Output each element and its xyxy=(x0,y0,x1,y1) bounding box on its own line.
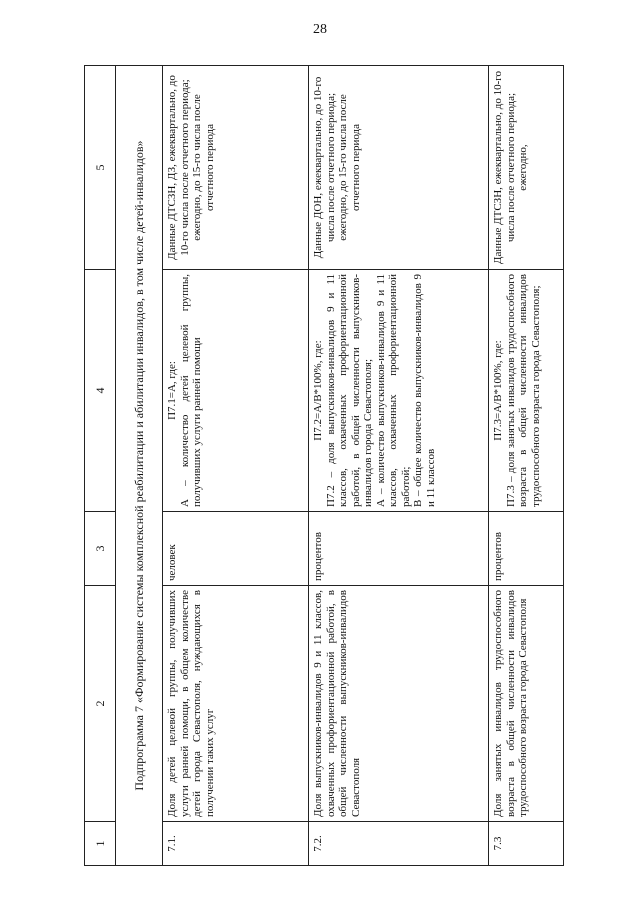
formula-cell xyxy=(309,270,489,512)
section-title: Подпрограмма 7 «Формирование системы комплексной реабилитации и абилитации инвалидов, в том числе детей-инвалидов» xyxy=(116,66,163,866)
row-number: 7.2. xyxy=(309,822,489,866)
column-header: 4 xyxy=(85,270,116,512)
data-source: Данные ДОН, ежеквартально, до 10-го числа после отчетного периода; ежегодно, до 15-го числа после отчетного периода xyxy=(309,66,489,270)
section-title-row xyxy=(116,66,163,866)
column-header: 2 xyxy=(85,586,116,822)
table-row xyxy=(489,66,564,866)
formula-body: А – количество детей целевой группы, получивших услуги ранней помощи xyxy=(178,274,203,507)
indicator-name: Доля выпускников-инвалидов 9 и 11 классов, охваченных профориентационной работой, в общей численности выпускников-инвалидов Севастополя xyxy=(309,586,489,822)
column-header: 3 xyxy=(85,512,116,586)
page-number: 28 xyxy=(313,22,327,37)
data-source: Данные ДТСЗН, ежеквартально, до 10-го числа после отчетного периода; ежегодно, xyxy=(489,66,564,270)
formula-cell xyxy=(163,270,309,512)
formula-body: П7.3 – доля занятых инвалидов трудоспособного возраста в общей численности инвалидов трудоспособного возраста города Севастополя; xyxy=(504,274,542,507)
indicator-name: Доля детей целевой группы, получивших услуги ранней помощи, в общем количестве детей города Севастополя, нуждающихся в получении таких услуг xyxy=(163,586,309,822)
formula-title: П7.2=А/В*100%, где: xyxy=(312,340,324,441)
formula-cell xyxy=(489,270,564,512)
unit-cell: процентов xyxy=(309,512,489,586)
indicators-table xyxy=(84,65,564,866)
column-header: 5 xyxy=(85,66,116,270)
column-number-row xyxy=(85,66,116,866)
row-number: 7.3 xyxy=(489,822,564,866)
unit-cell: процентов xyxy=(489,512,564,586)
data-source: Данные ДТСЗН, ДЗ, ежеквартально, до 10-го числа после отчетного периода; ежегодно, до 15-го числа после отчетного периода xyxy=(163,66,309,270)
unit-cell: человек xyxy=(163,512,309,586)
formula-body: П7.2 – доля выпускников-инвалидов 9 и 11 классов, охваченных профориентационной работой, в общей численности выпускников-инвалидов города Севастополя; А – количество выпускников-инвалидов 9 и 11 классов, охваченных профориентационной работой; В – общее количество выпускников-инвалидов 9 и 11 классов xyxy=(324,274,437,507)
column-header: 1 xyxy=(85,822,116,866)
table-row xyxy=(163,66,309,866)
formula-title: П7.1=А, где: xyxy=(166,361,178,420)
row-number: 7.1. xyxy=(163,822,309,866)
formula-title: П7.3=А/В*100%, где: xyxy=(492,340,504,441)
table-row xyxy=(309,66,489,866)
rotated-table-container xyxy=(84,66,564,866)
indicator-name: Доля занятых инвалидов трудоспособного возраста в общей численности инвалидов трудоспособного возраста города Севастополя xyxy=(489,586,564,822)
